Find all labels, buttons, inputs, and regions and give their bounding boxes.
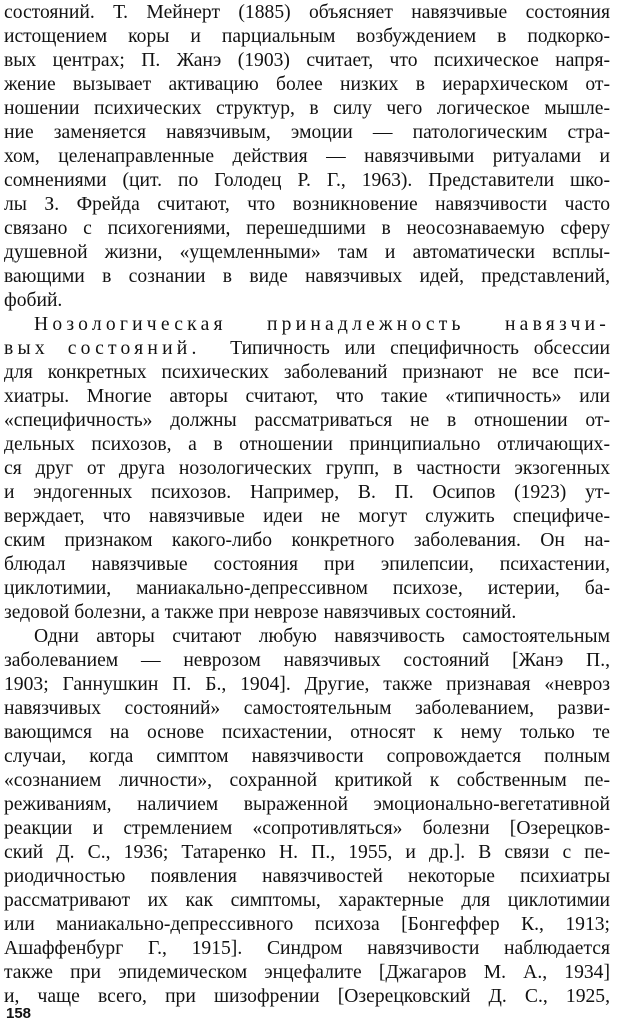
text-line: заболеванием — неврозом навязчивых состояний [Жанэ П., bbox=[4, 650, 610, 671]
text-line: и эндогенных психозов. Например, В. П. Осипов (1923) ут- bbox=[4, 482, 610, 503]
text-line: ние заменяется навязчивым, эмоции — патологическим стра- bbox=[4, 122, 610, 143]
text-line: циклотимии, маниакально-депрессивном психозе, истерии, ба- bbox=[4, 578, 610, 599]
text-line: зедовой болезни, а также при неврозе навязчивых состояний. bbox=[4, 602, 517, 623]
text-line: ся друг от друга нозологических групп, в частности экзогенных bbox=[4, 458, 610, 479]
text-line: ношении психических структур, в силу чего логическое мышле- bbox=[4, 98, 610, 119]
text-line: или маниакально-депрессивного психоза [Бонгеффер К., 1913; bbox=[4, 914, 610, 935]
text-line: навязчивых состояний» самостоятельным заболеванием, разви- bbox=[4, 698, 610, 719]
section-heading-continuation: вых состояний. bbox=[4, 338, 201, 359]
text-line: для конкретных психических заболеваний признают не все пси- bbox=[4, 362, 610, 383]
text-line: состояний. Т. Мейнерт (1885) объясняет навязчивые состояния bbox=[4, 2, 610, 23]
text-line: Одни авторы считают любую навязчивость самостоятельным bbox=[34, 626, 610, 647]
text-line: лы З. Фрейда считают, что возникновение навязчивости часто bbox=[4, 194, 610, 215]
text-line: дельных психозов, а в отношении принципиально отличающих- bbox=[4, 434, 610, 455]
text-line: блюдал навязчивые состояния при эпилепсии, психастении, bbox=[4, 554, 610, 575]
text-line: верждает, что навязчивые идеи не могут служить специфиче- bbox=[4, 506, 610, 527]
text-line: душевной жизни, «ущемленными» там и автоматически всплы- bbox=[4, 242, 610, 263]
text-line: связано с психогениями, перешедшими в неосознаваемую сферу bbox=[4, 218, 610, 239]
text-line: 1903; Ганнушкин П. Б., 1904]. Другие, также признавая «невроз bbox=[4, 674, 610, 695]
text-line: жение вызывает активацию более низких в иерархическом от- bbox=[4, 74, 610, 95]
text-line: вающими в сознании в виде навязчивых идей, представлений, bbox=[4, 266, 610, 287]
book-page bbox=[4, 0, 614, 1032]
page-number: 158 bbox=[6, 1005, 32, 1022]
text-line: вых центрах; П. Жанэ (1903) считает, что психическое напря- bbox=[4, 50, 610, 71]
text-line: ский Д. С., 1936; Татаренко Н. П., 1955, и др.]. В связи с пе- bbox=[4, 842, 610, 863]
text-line: сомнениями (цит. по Голодец Р. Г., 1963). Представители шко- bbox=[4, 170, 610, 191]
text-line: «специфичность» должны рассматриваться не в отношении от- bbox=[4, 410, 610, 431]
text-line bbox=[4, 337, 610, 361]
text-line: также при эпидемическом энцефалите [Джагаров М. А., 1934] bbox=[4, 962, 610, 983]
text-line: фобий. bbox=[4, 290, 63, 311]
text-line: ским признаком какого-либо конкретного заболевания. Он на- bbox=[4, 530, 610, 551]
text-line: случаи, когда симптом навязчивости сопровождается полным bbox=[4, 746, 610, 767]
text-line: хиатры. Многие авторы считают, что такие «типичность» или bbox=[4, 386, 610, 407]
text-line: рассматривают их как симптомы, характерные для циклотимии bbox=[4, 890, 610, 911]
text-line: реакции и стремлением «сопротивляться» болезни [Озерецков- bbox=[4, 818, 610, 839]
section-heading: Нозологическая принадлежность навязчи- bbox=[34, 314, 610, 335]
text-line: и, чаще всего, при шизофрении [Озерецковский Д. С., 1925, bbox=[4, 986, 610, 1007]
text-line: реживаниям, наличием выраженной эмоционально-вегетативной bbox=[4, 794, 610, 815]
text-run: Типичность или специфичность обсессии bbox=[230, 338, 610, 359]
text-line: риодичностью появления навязчивостей некоторые психиатры bbox=[4, 866, 610, 887]
text-line: «сознанием личности», сохранной критикой к собственным пе- bbox=[4, 770, 610, 791]
text-line: хом, целенаправленные действия — навязчивыми ритуалами и bbox=[4, 146, 610, 167]
text-line: вающимся на основе психастении, относят к нему только те bbox=[4, 722, 610, 743]
text-line: Ашаффенбург Г., 1915]. Синдром навязчивости наблюдается bbox=[4, 938, 610, 959]
text-line: истощением коры и парциальным возбуждением в подкорко- bbox=[4, 26, 610, 47]
